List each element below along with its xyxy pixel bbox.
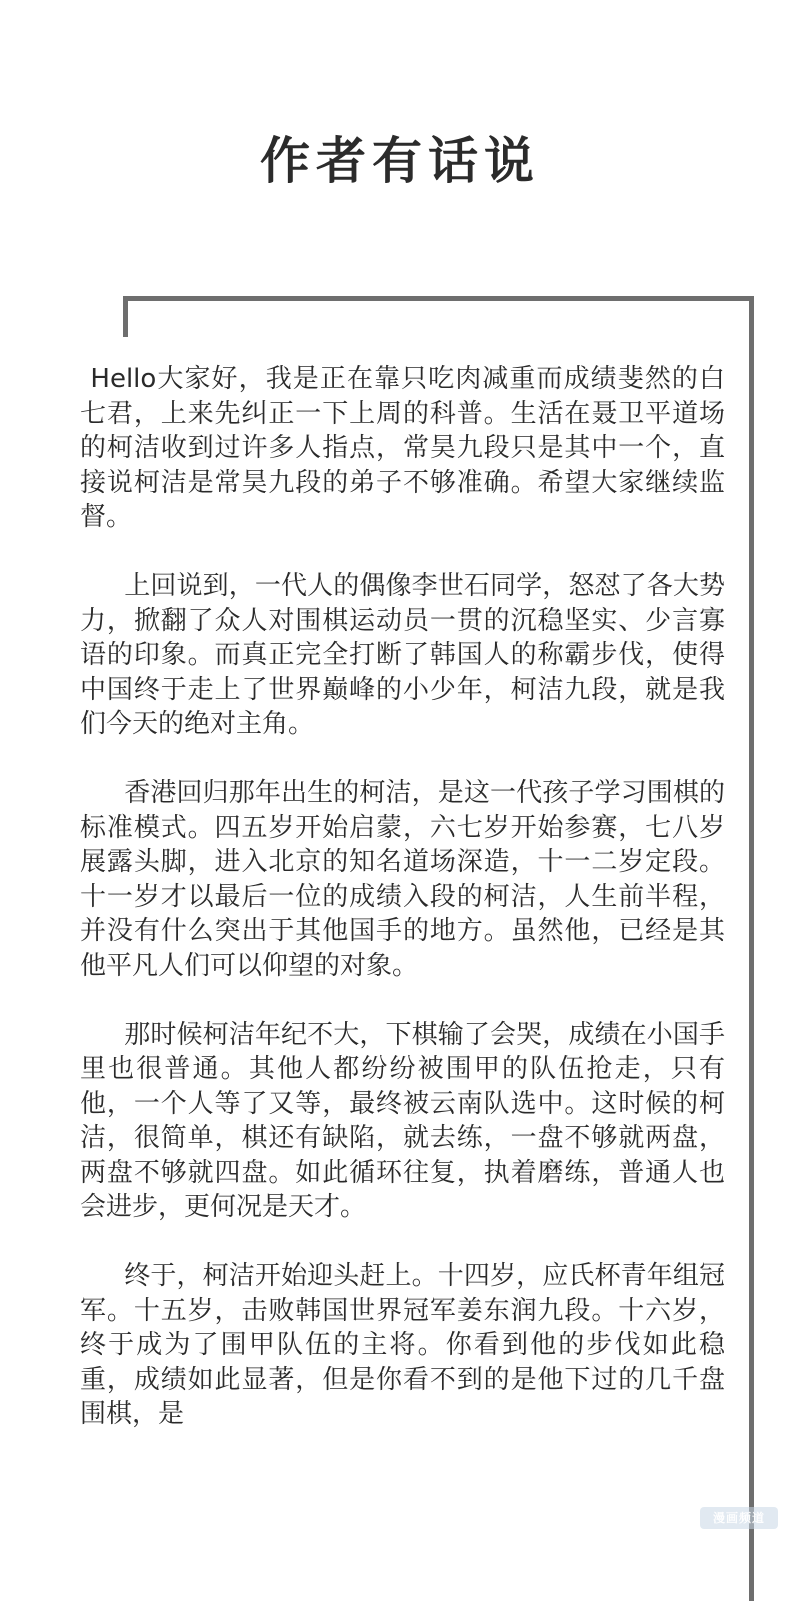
paragraph-2: 上回说到，一代人的偶像李世石同学，怒怼了各大势力，掀翻了众人对围棋运动员一贯的沉稳坚实、少言寡语的印象。而真正完全打断了韩国人的称霸步伐，使得中国终于走上了世界巅峰的小少年，柯洁九段，就是我们今天的绝对主角。 (80, 571, 725, 739)
watermark-logo: 漫画频道 (700, 1507, 778, 1529)
article-body (80, 362, 725, 1466)
page-title: 作者有话说 (260, 131, 540, 190)
frame-corner-tick (123, 296, 128, 337)
paragraph-5: 终于，柯洁开始迎头赶上。十四岁，应氏杯青年组冠军。十五岁，击败韩国世界冠军姜东润九段。十六岁，终于成为了围甲队伍的主将。你看到他的步伐如此稳重，成绩如此显著，但是你看不到的是他下过的几千盘围棋，是 (80, 1261, 725, 1429)
paragraph-3: 香港回归那年出生的柯洁，是这一代孩子学习围棋的标准模式。四五岁开始启蒙，六七岁开始参赛，七八岁展露头脚，进入北京的知名道场深造，十一二岁定段。十一岁才以最后一位的成绩入段的柯洁，人生前半程，并没有什么突出于其他国手的地方。虽然他，已经是其他平凡人们可以仰望的对象。 (80, 778, 725, 981)
paragraph-1: Hello大家好，我是正在靠只吃肉减重而成绩斐然的白七君，上来先纠正一下上周的科普。生活在聂卫平道场的柯洁收到过许多人指点，常昊九段只是其中一个，直接说柯洁是常昊九段的弟子不够准确。希望大家继续监督。 (80, 364, 725, 532)
paragraph-4: 那时候柯洁年纪不大，下棋输了会哭，成绩在小国手里也很普通。其他人都纷纷被围甲的队伍抢走，只有他，一个人等了又等，最终被云南队选中。这时候的柯洁，很简单，棋还有缺陷，就去练，一盘不够就两盘，两盘不够就四盘。如此循环往复，执着磨练，普通人也会进步，更何况是天才。 (80, 1019, 725, 1222)
